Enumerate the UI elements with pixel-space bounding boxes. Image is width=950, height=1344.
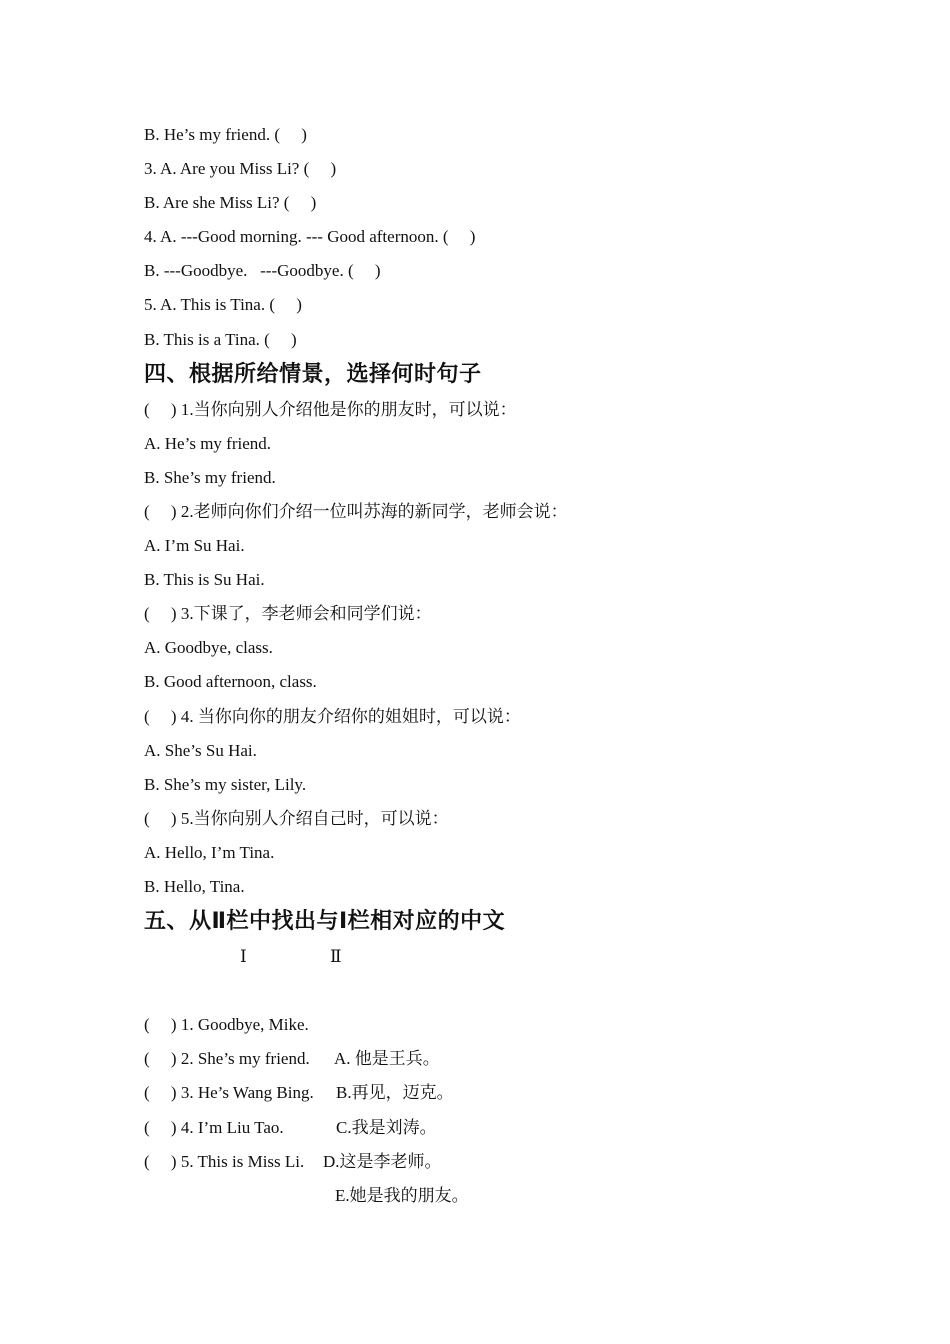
question-line: B. Are she Miss Li? ( ) xyxy=(144,193,317,213)
matching-english: ( ) 1. Goodbye, Mike. xyxy=(144,1015,309,1035)
matching-chinese: B.再见，迈克。 xyxy=(336,1083,454,1103)
question-line: ( ) 3.下课了，李老师会和同学们说： xyxy=(144,604,432,624)
question-line: B. ---Goodbye. ---Goodbye. ( ) xyxy=(144,261,381,281)
option-line: A. Hello, I’m Tina. xyxy=(144,842,275,862)
column-one-label: Ⅰ xyxy=(240,947,247,967)
option-line: B. Good afternoon, class. xyxy=(144,672,317,692)
matching-chinese: A. 他是王兵。 xyxy=(334,1049,440,1069)
section-five-heading: 五、从Ⅱ栏中找出与Ⅰ栏相对应的中文 xyxy=(144,909,506,935)
matching-english: ( ) 5. This is Miss Li. xyxy=(144,1151,305,1171)
matching-english: ( ) 2. She’s my friend. xyxy=(144,1049,310,1069)
option-line: B. Hello, Tina. xyxy=(144,876,245,896)
matching-english: ( ) 4. I’m Liu Tao. xyxy=(144,1117,284,1137)
option-line: B. She’s my sister, Lily. xyxy=(144,774,307,794)
column-headers xyxy=(144,940,844,974)
matching-chinese: C.我是刘涛。 xyxy=(336,1117,437,1137)
option-line: A. She’s Su Hai. xyxy=(144,740,257,760)
worksheet-page xyxy=(144,118,844,1205)
question-line: 4. A. ---Good morning. --- Good afternoon. ( ) xyxy=(144,227,476,247)
question-line: ( ) 1.当你向别人介绍他是你的朋友时，可以说： xyxy=(144,399,517,419)
option-line: A. Goodbye, class. xyxy=(144,638,273,658)
question-line: B. This is a Tina. ( ) xyxy=(144,329,297,349)
question-line: ( ) 4. 当你向你的朋友介绍你的姐姐时，可以说： xyxy=(144,706,521,726)
matching-chinese: D.这是李老师。 xyxy=(323,1151,442,1171)
question-line: 3. A. Are you Miss Li? ( ) xyxy=(144,159,337,179)
option-line: A. I’m Su Hai. xyxy=(144,536,245,556)
option-line: A. He’s my friend. xyxy=(144,433,272,453)
question-line: ( ) 2.老师向你们介绍一位叫苏海的新同学，老师会说： xyxy=(144,501,568,521)
column-two-label: Ⅱ xyxy=(330,947,342,967)
section-four-heading: 四、根据所给情景，选择何时句子 xyxy=(144,361,482,387)
matching-chinese: E.她是我的朋友。 xyxy=(335,1185,469,1205)
matching-english: ( ) 3. He’s Wang Bing. xyxy=(144,1083,314,1103)
question-line: ( ) 5.当你向别人介绍自己时，可以说： xyxy=(144,808,449,828)
option-line: B. She’s my friend. xyxy=(144,467,276,487)
question-line: 5. A. This is Tina. ( ) xyxy=(144,295,302,315)
option-line: B. This is Su Hai. xyxy=(144,570,265,590)
question-line: B. He’s my friend. ( ) xyxy=(144,125,307,144)
